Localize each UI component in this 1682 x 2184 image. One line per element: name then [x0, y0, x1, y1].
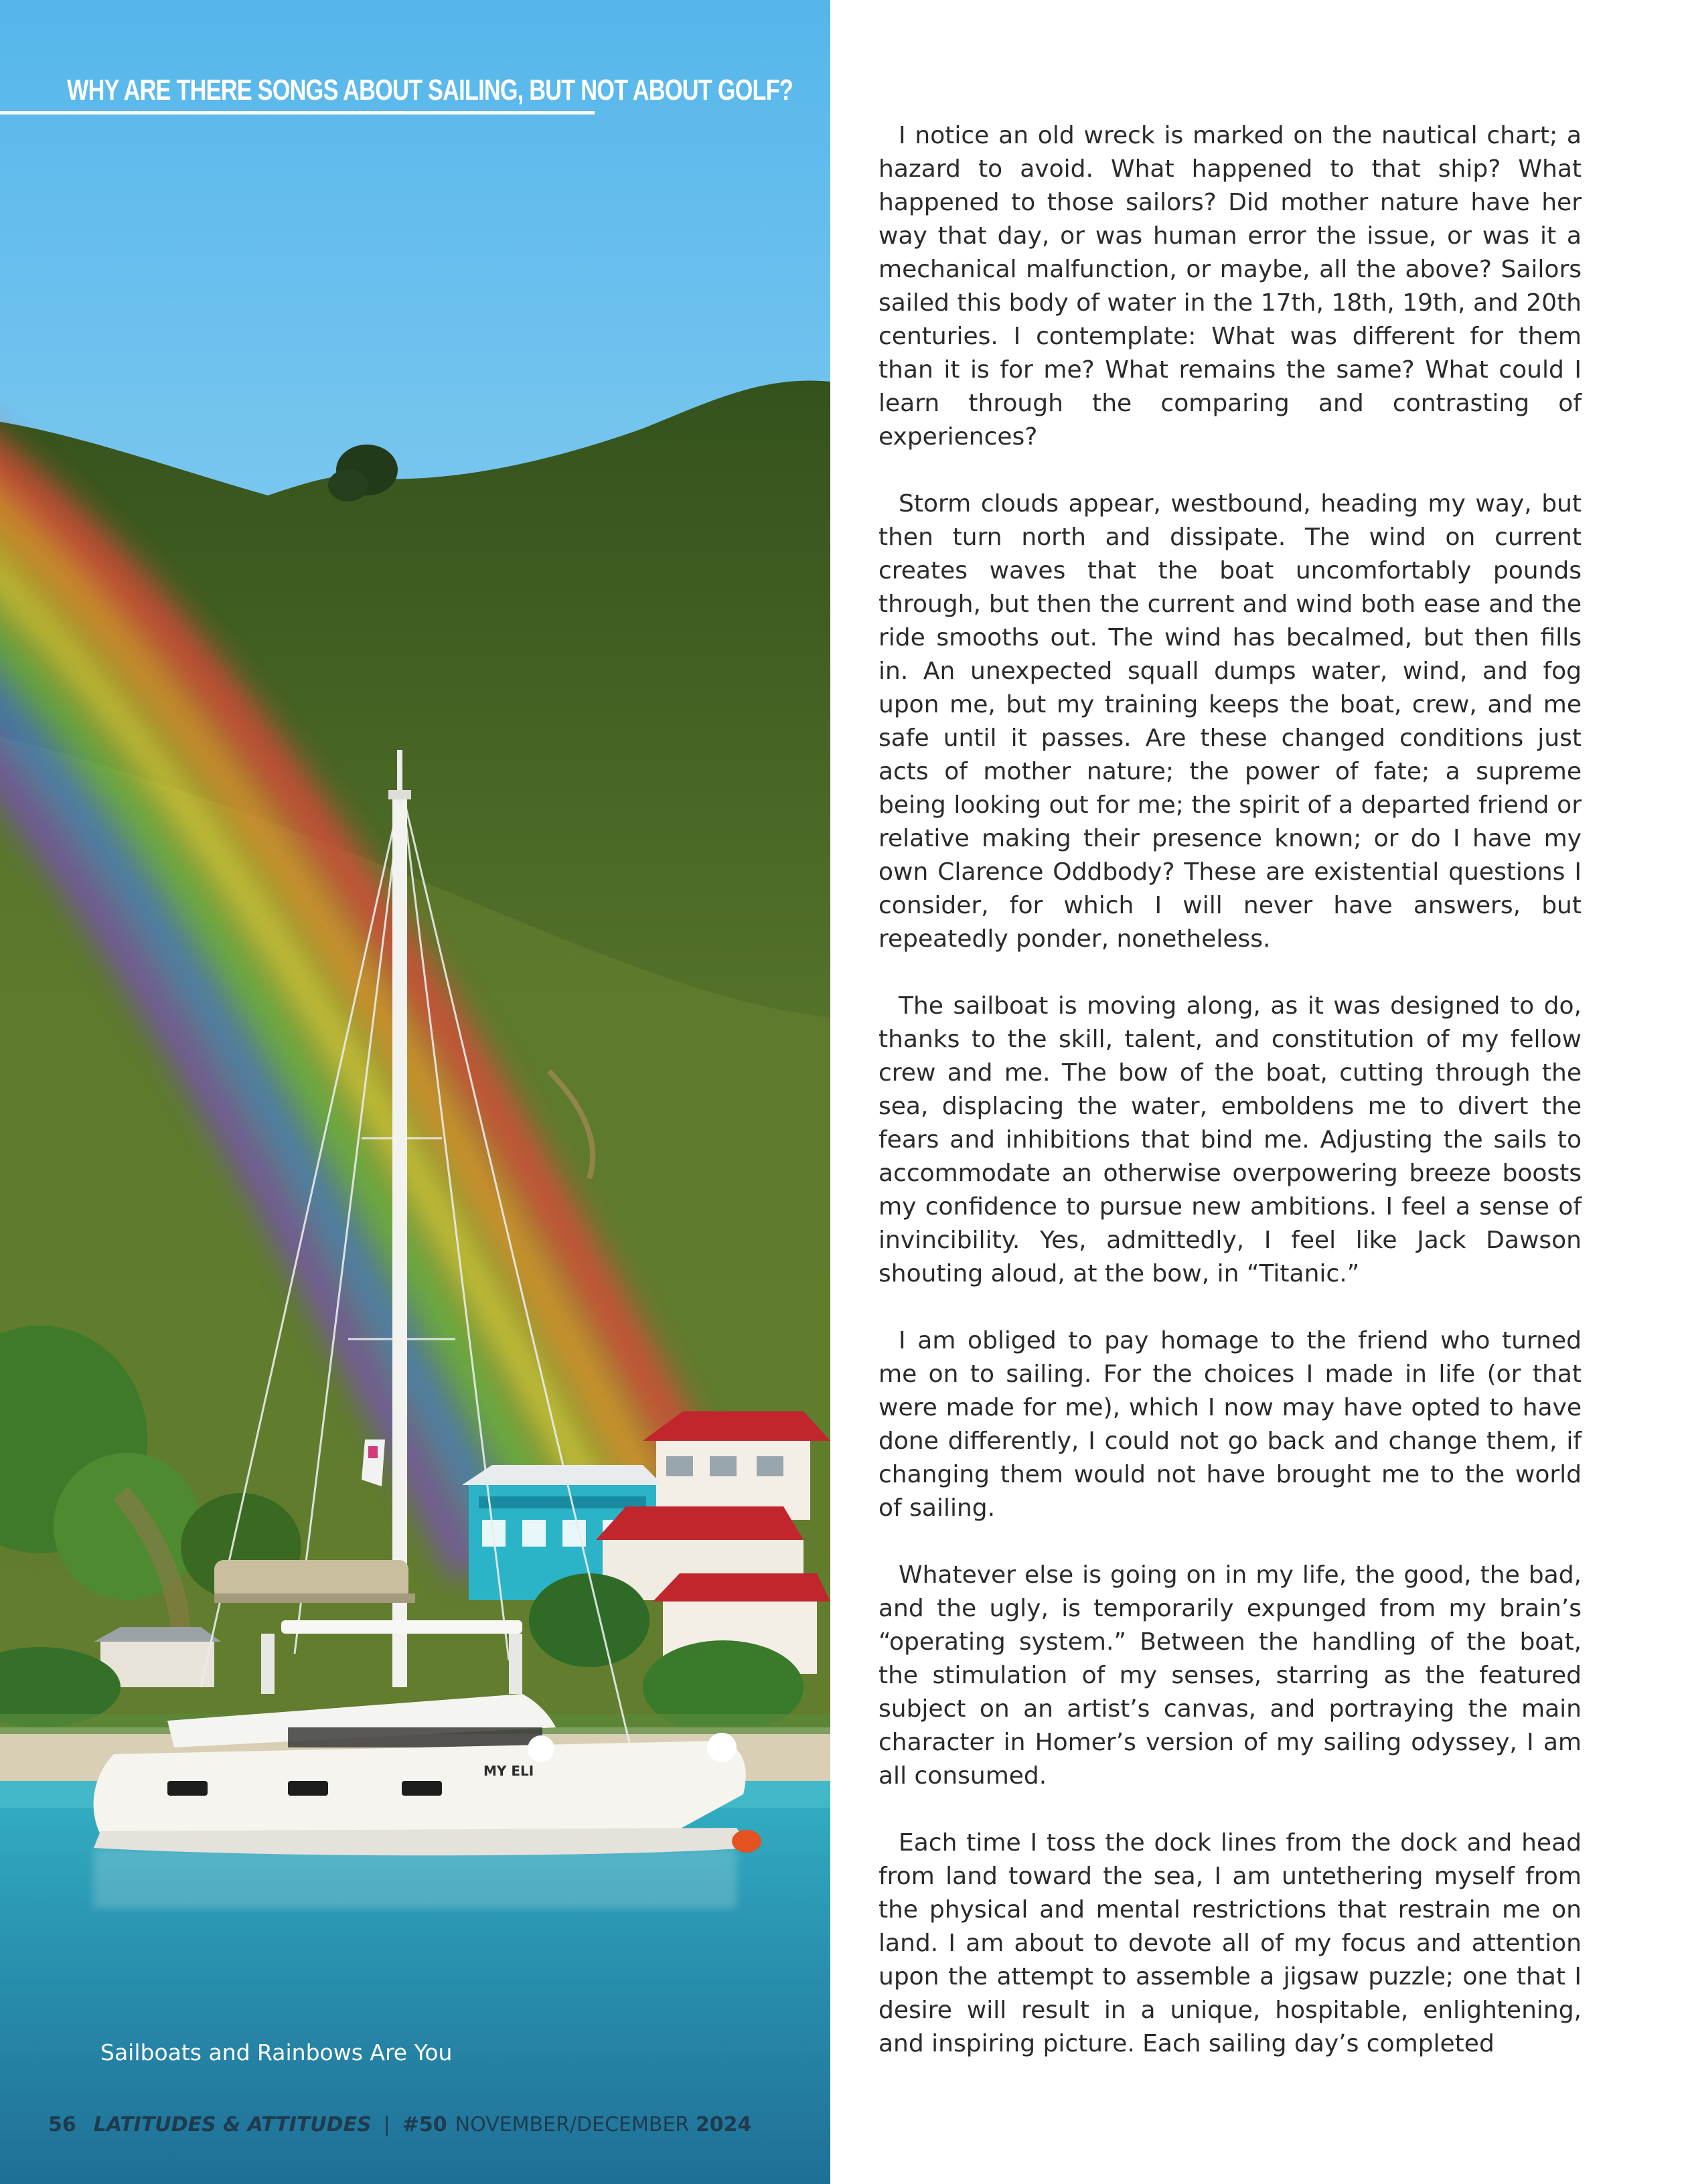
page-footer: [48, 2113, 751, 2136]
sailboat-rainbow-photo: [0, 0, 830, 2184]
mast: [392, 797, 407, 1687]
article-body: [878, 119, 1582, 2061]
issue-number: #50: [402, 2113, 447, 2136]
photo-illustration: [0, 0, 830, 2184]
issue-months: NOVEMBER/DECEMBER: [455, 2113, 690, 2136]
page-number: 56: [48, 2113, 76, 2136]
kicker-underline: [0, 111, 595, 114]
article-paragraph: I am obliged to pay homage to the friend who turned me on to sailing. For the choices I made in life (or that were made for me), which I now may have opted to have done differently, I could not go back and change them, if changing them would not have brought me to the world of sailing.: [878, 1327, 1582, 1522]
footer-separator: |: [383, 2113, 390, 2136]
article-paragraph: Each time I toss the dock lines from the dock and head from land toward the sea, I am untethering myself from the physical and mental restrictions that restrain me on land. I am about to devote all of my focus and attention upon the attempt to assemble a jigsaw puzzle; one that I desire will result in a unique, hospitable, enlightening, and inspiring picture. Each sailing day’s completed: [878, 1829, 1582, 2057]
issue-year: 2024: [695, 2113, 752, 2136]
article-paragraph: I notice an old wreck is marked on the nautical chart; a hazard to avoid. What happened to that ship? What happened to those sailors? Did mother nature have her way that day, or was human error the issue, or was it a mechanical malfunction, or maybe, all the above? Sailors sailed this body of water in the 17th, 18th, 19th, and 20th centuries. I contemplate: What was different for them than it is for me? What remains the same? What could I learn through the comparing and contrasting of experiences?: [878, 122, 1582, 451]
boat-name-lettering: MY ELI: [483, 1763, 534, 1779]
photo-caption: Sailboats and Rainbows Are You: [100, 2039, 453, 2065]
mooring-buoy: [732, 1830, 761, 1853]
section-kicker: WHY ARE THERE SONGS ABOUT SAILING, BUT NOT ABOUT GOLF?: [67, 74, 793, 106]
article-paragraph: The sailboat is moving along, as it was designed to do, thanks to the skill, talent, and constitution of my fellow crew and me. The bow of the boat, cutting through the sea, displacing the water, emboldens me to divert the fears and inhibitions that bind me. Adjusting the sails to accommodate an otherwise overpowering breeze boosts my confidence to pursue new ambitions. I feel a sense of invincibility. Yes, admittedly, I feel like Jack Dawson shouting aloud, at the bow, in “Titanic.”: [878, 992, 1582, 1288]
article-paragraph: Whatever else is going on in my life, the good, the bad, and the ugly, is temporarily expunged from my brain’s “operating system.” Between the handling of the boat, the stimulation of my senses, starring as the featured subject on an artist’s canvas, and portraying the main character in Homer’s version of my sailing odyssey, I am all consumed.: [878, 1561, 1582, 1790]
article-paragraph: Storm clouds appear, westbound, heading my way, but then turn north and dissipate. The wind on current creates waves that the boat uncomfortably pounds through, but then the current and wind both ease and the ride smooths out. The wind has becalmed, but then fills in. An unexpected squall dumps water, wind, and fog upon me, but my training keeps the boat, crew, and me safe until it passes. Are these changed conditions just acts of mother nature; the power of fate; a supreme being looking out for me; the spirit of a departed friend or relative making their presence known; or do I have my own Clarence Oddbody? These are existential questions I consider, for which I will never have answers, but repeatedly ponder, nonetheless.: [878, 490, 1582, 953]
magazine-title: LATITUDES & ATTITUDES: [93, 2113, 372, 2136]
